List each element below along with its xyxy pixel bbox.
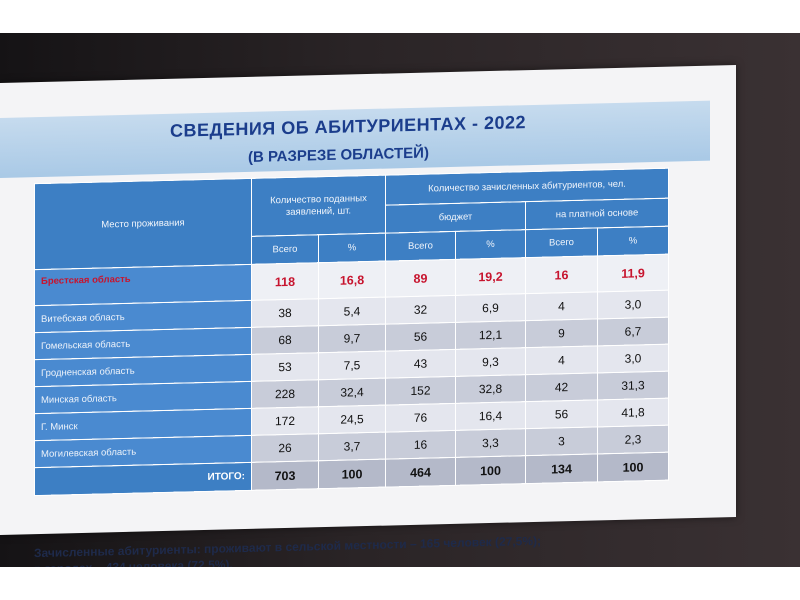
apps-percent-cell: 5,4 [319,297,386,326]
paid-total-cell: 4 [526,292,598,321]
apps-percent-cell: 100 [319,459,386,489]
region-cell: Брестская область [35,264,252,305]
region-cell: Гродненская область [35,354,252,386]
budget-total-cell: 32 [386,295,456,324]
budget-percent-cell: 100 [456,456,526,486]
apps-total-cell: 26 [252,434,319,463]
footnote-line-1: Зачисленные абитуриенты: проживают в сельской местности – 165 человек (27,5%); [34,533,542,561]
apps-total-cell: 703 [252,461,319,491]
paid-total-cell: 16 [526,256,598,294]
apps-total-cell: 228 [252,380,319,409]
header-paid-percent: % [598,226,669,256]
applicants-table [34,168,669,497]
apps-total-cell: 38 [252,299,319,328]
region-cell: Витебская область [35,300,252,332]
apps-percent-cell: 32,4 [319,378,386,407]
projection-room-background [0,33,800,567]
paid-total-cell: 42 [526,373,598,402]
budget-total-cell: 152 [386,376,456,405]
header-paid-total: Всего [526,228,598,258]
header-budget-total: Всего [386,231,456,261]
bottom-margin [0,567,800,600]
paid-percent-cell: 3,0 [598,344,669,373]
totals-label: ИТОГО: [35,462,252,495]
apps-total-cell: 53 [252,353,319,382]
budget-percent-cell: 6,9 [456,294,526,323]
apps-total-cell: 172 [252,407,319,436]
apps-percent-cell: 3,7 [319,432,386,461]
projected-slide [0,65,736,561]
paid-percent-cell: 100 [598,452,669,482]
apps-total-cell: 68 [252,326,319,355]
paid-percent-cell: 6,7 [598,317,669,346]
budget-percent-cell: 16,4 [456,402,526,431]
apps-percent-cell: 16,8 [319,261,386,299]
header-paid: на платной основе [526,198,669,229]
budget-total-cell: 76 [386,403,456,432]
budget-percent-cell: 3,3 [456,429,526,458]
budget-percent-cell: 9,3 [456,348,526,377]
slide-subtitle: (В РАЗРЕЗЕ ОБЛАСТЕЙ) [248,144,429,166]
paid-total-cell: 56 [526,400,598,429]
region-cell: Г. Минск [35,408,252,440]
header-applications: Количество поданных заявлений, шт. [252,175,386,236]
budget-percent-cell: 12,1 [456,321,526,350]
budget-total-cell: 16 [386,430,456,459]
paid-total-cell: 4 [526,346,598,375]
budget-total-cell: 89 [386,259,456,297]
header-budget: бюджет [386,202,526,233]
header-budget-percent: % [456,230,526,260]
apps-percent-cell: 7,5 [319,351,386,380]
title-band [0,101,710,178]
paid-percent-cell: 31,3 [598,371,669,400]
budget-total-cell: 43 [386,349,456,378]
budget-percent-cell: 19,2 [456,258,526,296]
apps-percent-cell: 9,7 [319,324,386,353]
header-enrolled: Количество зачисленных абитуриентов, чел. [386,168,669,205]
header-apps-percent: % [319,233,386,263]
region-cell: Минская область [35,381,252,413]
region-cell: Гомельская область [35,327,252,359]
paid-total-cell: 9 [526,319,598,348]
budget-total-cell: 464 [386,457,456,487]
paid-total-cell: 134 [526,454,598,484]
paid-percent-cell: 11,9 [598,254,669,292]
paid-percent-cell: 2,3 [598,425,669,454]
header-apps-total: Всего [252,235,319,265]
region-cell: Могилевская область [35,435,252,467]
apps-percent-cell: 24,5 [319,405,386,434]
budget-percent-cell: 32,8 [456,375,526,404]
slide-title: СВЕДЕНИЯ ОБ АБИТУРИЕНТАХ - 2022 [170,112,527,141]
budget-total-cell: 56 [386,322,456,351]
paid-percent-cell: 3,0 [598,290,669,319]
paid-percent-cell: 41,8 [598,398,669,427]
paid-total-cell: 3 [526,427,598,456]
header-place: Место проживания [35,178,252,269]
apps-total-cell: 118 [252,263,319,301]
